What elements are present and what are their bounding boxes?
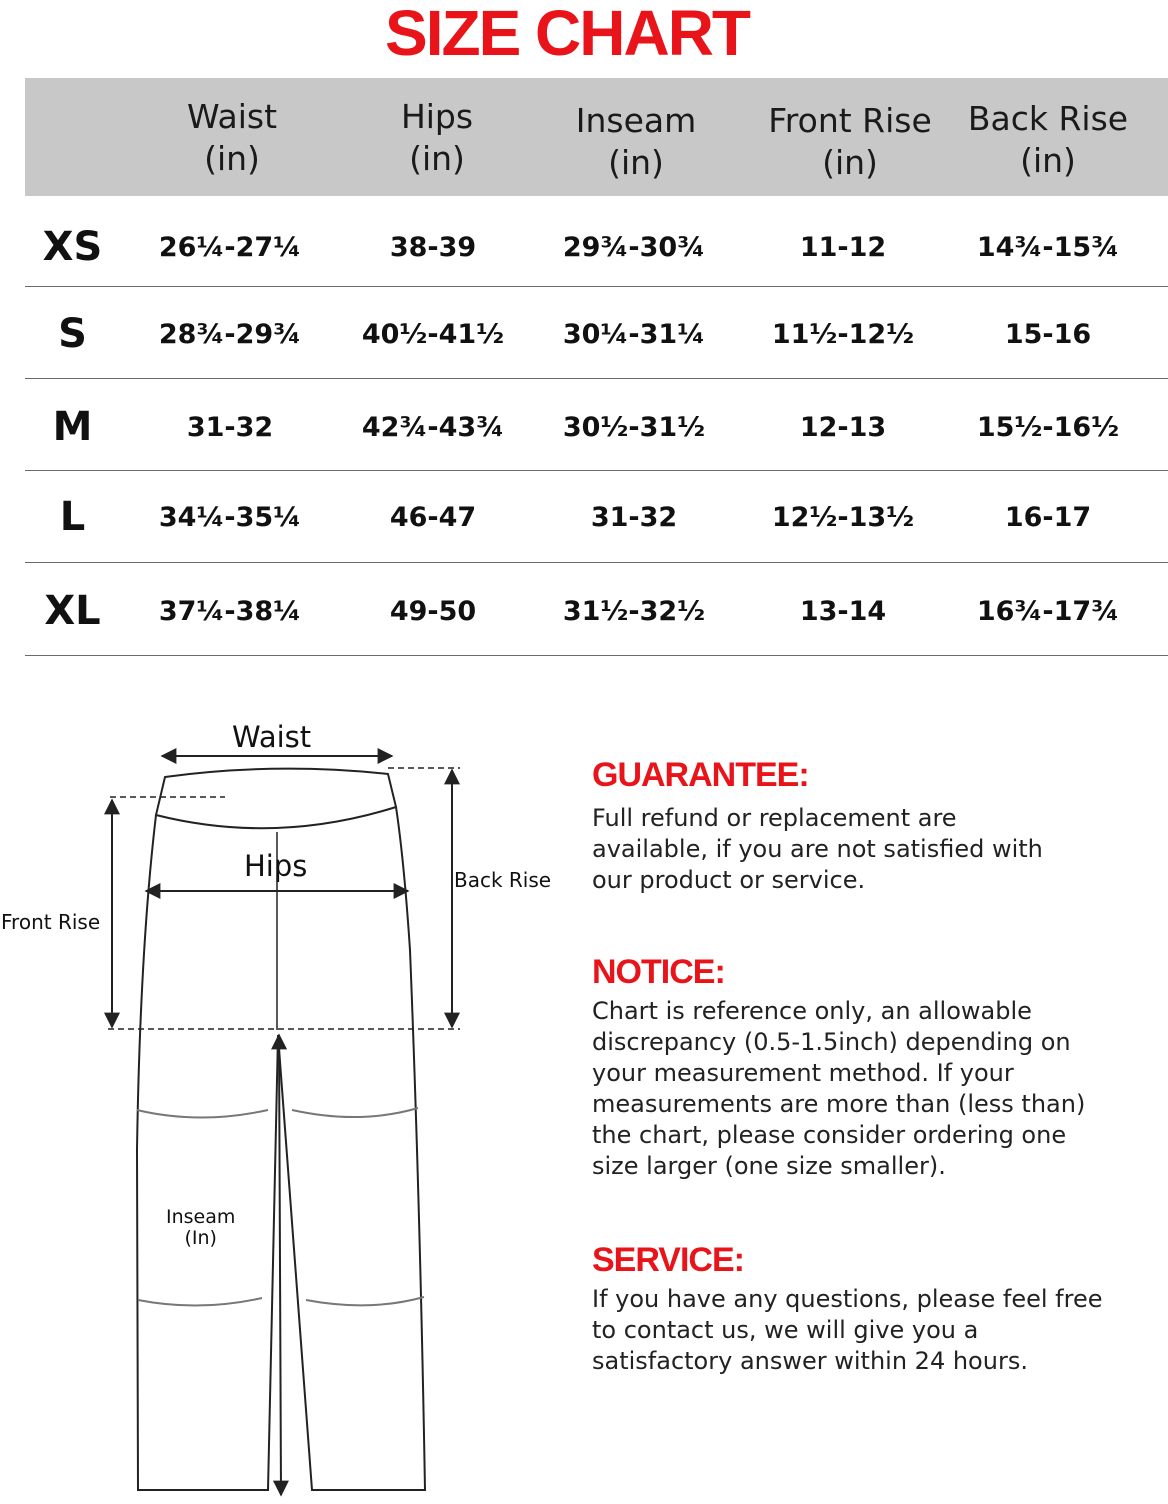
table-cell: 30¼-31¼ [562,318,706,350]
header-back-rise-name: Back Rise [967,99,1129,138]
waist-label: Waist [232,720,312,754]
table-header [25,78,1168,196]
header-front-rise-unit: (in) [822,143,878,182]
table-row [25,567,1168,655]
table-cell: 15½-16½ [976,411,1120,443]
header-inseam-unit: (in) [608,143,664,182]
back-rise-label: Back Rise [454,868,552,892]
table-row [25,290,1168,378]
guarantee-section [592,755,1152,896]
size-label: M [52,404,93,450]
guarantee-body: Full refund or replacement are available, if you are not satisfied with our product or service. [592,804,1043,894]
table-row [25,203,1168,291]
header-waist-unit: (in) [204,139,260,178]
table-cell: 13-14 [799,595,887,627]
service-section [592,1240,1152,1377]
table-cell: 34¼-35¼ [158,501,302,533]
table-row [25,473,1168,561]
notice-heading: NOTICE: [592,953,725,991]
table-cell: 16-17 [1004,501,1092,533]
table-cell: 46-47 [389,501,477,533]
service-heading: SERVICE: [592,1241,744,1279]
service-body: If you have any questions, please feel free to contact us, we will give you a satisfactory answer within 24 hours. [592,1285,1103,1375]
guarantee-heading: GUARANTEE: [592,756,809,794]
table-cell: 15-16 [1004,318,1092,350]
header-hips-name: Hips [400,97,474,136]
size-label: XL [44,588,101,634]
table-cell: 31½-32½ [562,595,706,627]
header-inseam-name: Inseam [575,101,697,140]
table-cell: 14¾-15¾ [976,231,1120,263]
table-cell: 31-32 [186,411,274,443]
hips-label: Hips [244,849,308,883]
table-cell: 16¾-17¾ [976,595,1120,627]
row-divider [25,562,1168,563]
row-divider [25,378,1168,379]
table-cell: 40½-41½ [361,318,505,350]
inseam-label [166,1207,235,1249]
notice-section [592,952,1152,1182]
table-row [25,383,1168,471]
table-cell: 12-13 [799,411,887,443]
header-waist [130,96,334,180]
inseam-label-unit: (In) [184,1227,217,1249]
row-divider [25,286,1168,287]
pants-outline-illustration [0,700,560,1500]
size-label: S [58,311,87,357]
inseam-label-text: Inseam [166,1206,236,1228]
size-label: XS [42,224,103,270]
table-cell: 30½-31½ [562,411,706,443]
header-hips [335,96,539,180]
table-cell: 28¾-29¾ [158,318,302,350]
front-rise-label: Front Rise [1,910,101,934]
table-cell: 11½-12½ [771,318,915,350]
size-label: L [59,494,86,540]
header-inseam [534,100,738,184]
table-cell: 12½-13½ [771,501,915,533]
row-divider [25,470,1168,471]
size-chart-title: SIZE CHART [385,0,749,69]
table-cell: 31-32 [590,501,678,533]
table-cell: 11-12 [799,231,887,263]
header-front-rise-name: Front Rise [768,101,932,140]
header-hips-unit: (in) [409,139,465,178]
notice-body: Chart is reference only, an allowable discrepancy (0.5-1.5inch) depending on your measurement method. If your measurements are more than (less than) the chart, please consider ordering one size larger (one size smaller). [592,997,1086,1180]
table-cell: 49-50 [389,595,477,627]
table-cell: 29¾-30¾ [562,231,706,263]
header-waist-name: Waist [186,97,278,136]
pants-diagram [0,700,560,1500]
header-front-rise [741,100,959,184]
table-cell: 38-39 [389,231,477,263]
table-cell: 26¼-27¼ [158,231,302,263]
row-divider [25,655,1168,656]
table-cell: 42¾-43¾ [361,411,505,443]
table-cell: 37¼-38¼ [158,595,302,627]
header-back-rise [946,98,1150,182]
header-back-rise-unit: (in) [1020,141,1076,180]
